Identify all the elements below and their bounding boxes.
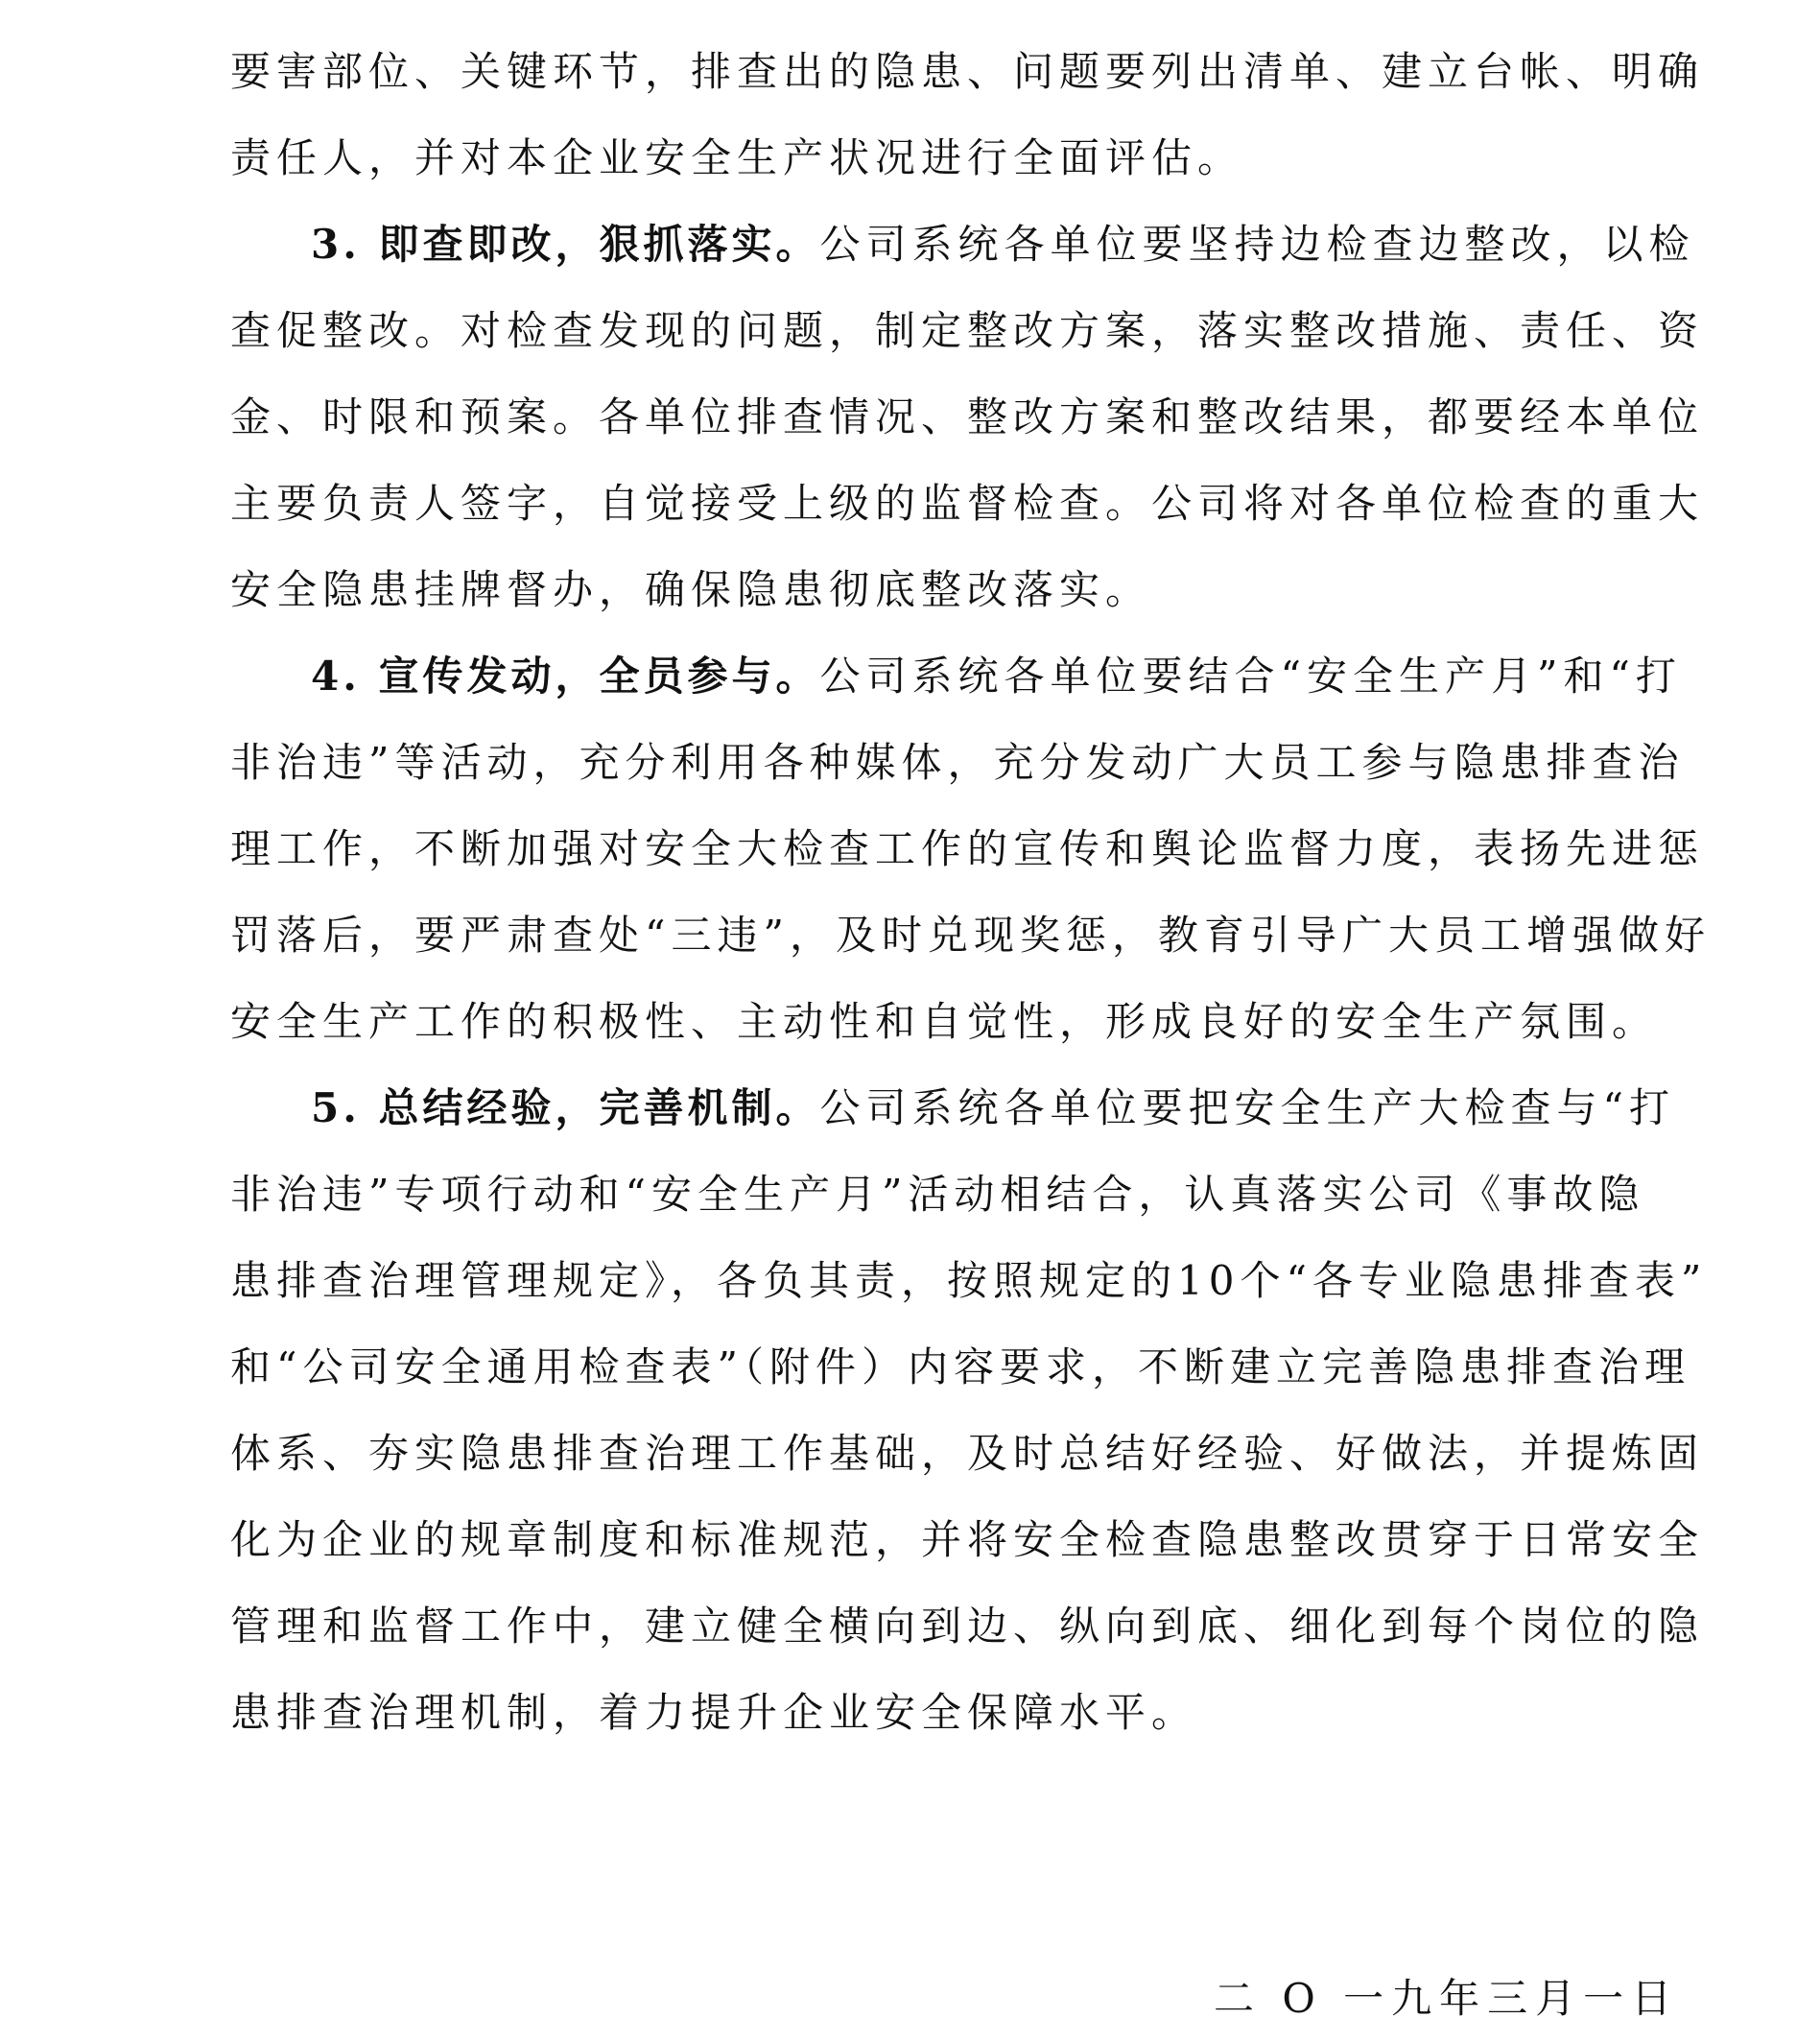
paragraph-4-line-3: 理工作，不断加强对安全大检查工作的宣传和舆论监督力度，表扬先进惩 bbox=[230, 825, 1705, 872]
paragraph-3-line-1 bbox=[311, 202, 1694, 288]
paragraph-5-line-7: 管理和监督工作中，建立健全横向到边、纵向到底、细化到每个岗位的隐 bbox=[230, 1603, 1705, 1650]
paragraph-1-line-2: 责任人，并对本企业安全生产状况进行全面评估。 bbox=[230, 134, 1244, 181]
paragraph-5-line-6: 化为企业的规章制度和标准规范，并将安全检查隐患整改贯穿于日常安全 bbox=[230, 1516, 1705, 1563]
paragraph-3-line-3: 金、时限和预案。各单位排查情况、整改方案和整改结果，都要经本单位 bbox=[230, 393, 1705, 440]
section-5-heading: 5. 总结经验，完善机制。 bbox=[311, 1084, 820, 1131]
paragraph-4-text: 公司系统各单位要结合“安全生产月”和“打 bbox=[819, 653, 1682, 700]
paragraph-5-line-2: 非治违”专项行动和“安全生产月”活动相结合，认真落实公司《事故隐 bbox=[230, 1171, 1645, 1218]
paragraph-5-line-1 bbox=[311, 1065, 1675, 1152]
paragraph-5-text: 公司系统各单位要把安全生产大检查与“打 bbox=[819, 1084, 1675, 1131]
paragraph-4-line-4: 罚落后，要严肃查处“三违”，及时兑现奖惩，教育引导广大员工增强做好 bbox=[230, 912, 1711, 959]
paragraph-5-line-3: 患排查治理管理规定》，各负其责，按照规定的10个“各专业隐患排查表” bbox=[230, 1257, 1708, 1304]
paragraph-5-line-8: 患排查治理机制，着力提升企业安全保障水平。 bbox=[230, 1689, 1198, 1736]
paragraph-3-text: 公司系统各单位要坚持边检查边整改，以检 bbox=[819, 221, 1695, 268]
paragraph-4-line-5: 安全生产工作的积极性、主动性和自觉性，形成良好的安全生产氛围。 bbox=[230, 998, 1659, 1045]
paragraph-5-line-5: 体系、夯实隐患排查治理工作基础，及时总结好经验、好做法，并提炼固 bbox=[230, 1430, 1705, 1477]
paragraph-3-line-5: 安全隐患挂牌督办，确保隐患彻底整改落实。 bbox=[230, 566, 1152, 613]
paragraph-4-line-1 bbox=[311, 633, 1682, 720]
paragraph-1-line-1: 要害部位、关键环节，排查出的隐患、问题要列出清单、建立台帐、明确 bbox=[230, 48, 1705, 95]
paragraph-3-line-2: 查促整改。对检查发现的问题，制定整改方案，落实整改措施、责任、资 bbox=[230, 307, 1705, 354]
paragraph-5-line-4: 和“公司安全通用检查表”（附件）内容要求，不断建立完善隐患排查治理 bbox=[230, 1343, 1690, 1390]
section-4-heading: 4. 宣传发动，全员参与。 bbox=[311, 653, 820, 700]
paragraph-3-line-4: 主要负责人签字，自觉接受上级的监督检查。公司将对各单位检查的重大 bbox=[230, 480, 1705, 527]
paragraph-4-line-2: 非治违”等活动，充分利用各种媒体，充分发动广大员工参与隐患排查治 bbox=[230, 739, 1685, 786]
document-date: 二 O 一九年三月一日 bbox=[1214, 1975, 1680, 2022]
section-3-heading: 3. 即查即改，狠抓落实。 bbox=[311, 221, 820, 268]
